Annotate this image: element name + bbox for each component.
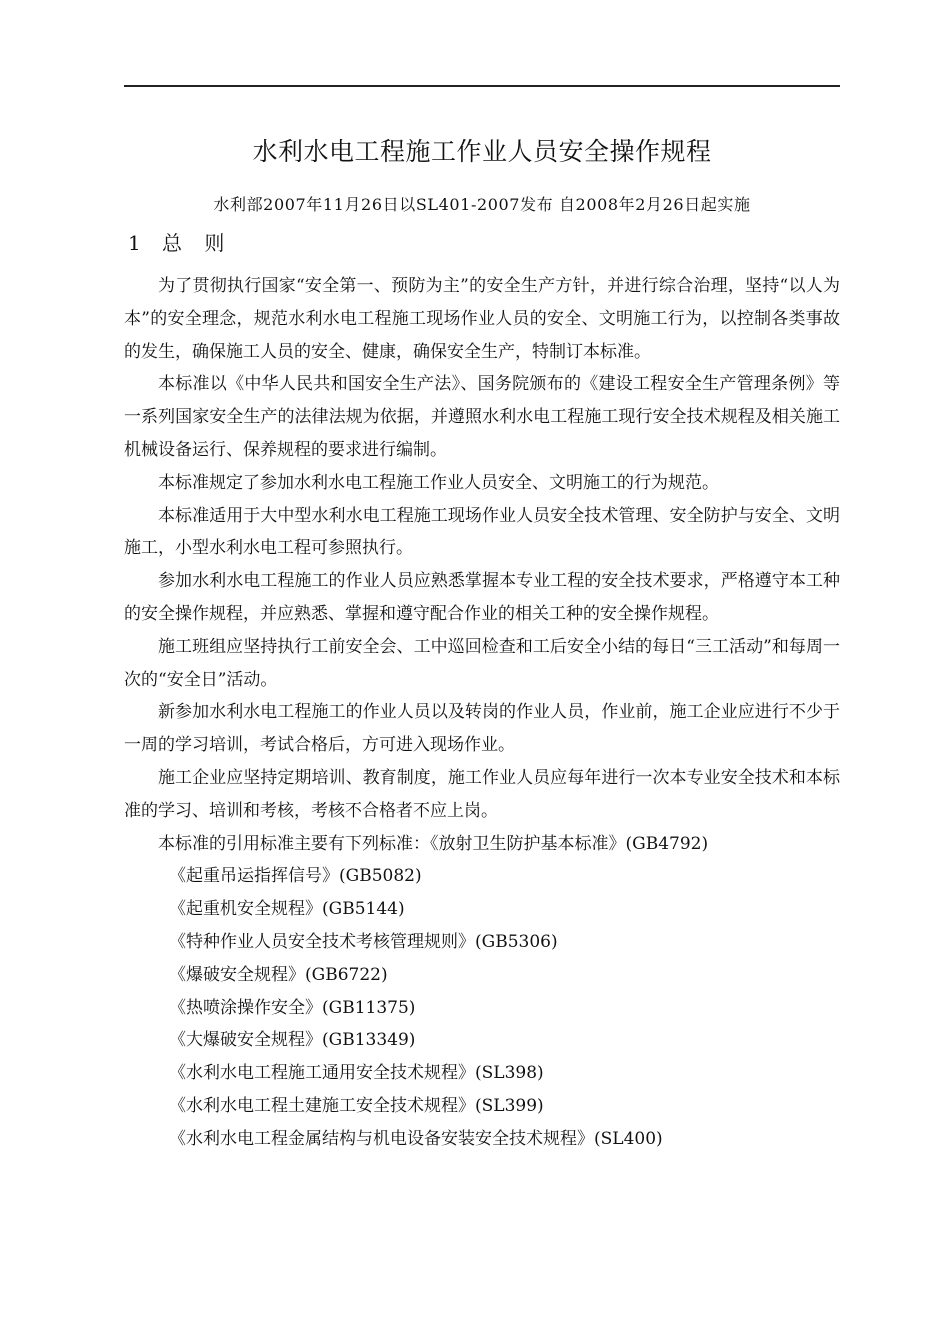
reference-item: 《水利水电工程土建施工安全技术规程》(SL399) (169, 1095, 544, 1116)
reference-item: 《水利水电工程施工通用安全技术规程》(SL398) (169, 1063, 544, 1084)
section-number: 1 (128, 231, 141, 255)
document-body (124, 270, 840, 1156)
reference-item: 《起重吊运指挥信号》(GB5082) (169, 866, 422, 887)
paragraph: 本标准规定了参加水利水电工程施工作业人员安全、文明施工的行为规范。 (158, 472, 719, 493)
reference-item: 《特种作业人员安全技术考核管理规则》(GB5306) (169, 931, 558, 952)
paragraph: 为了贯彻执行国家“安全第一、预防为主”的安全生产方针，并进行综合治理，坚持“以人为本”的安全理念，规范水利水电工程施工现场作业人员的安全、文明施工行为，以控制各类事故的发生，确保施工人员的安全、健康，确保安全生产，特制订本标准。 (124, 276, 840, 362)
paragraph: 本标准以《中华人民共和国安全生产法》、国务院颁布的《建设工程安全生产管理条例》等一系列国家安全生产的法律法规为依据，并遵照水利水电工程施工现行安全技术规程及相关施工机械设备运行、保养规程的要求进行编制。 (124, 374, 840, 460)
section-heading (128, 228, 232, 258)
reference-item: 《热喷涂操作安全》(GB11375) (169, 997, 416, 1018)
reference-item: 《水利水电工程金属结构与机电设备安装安全技术规程》(SL400) (169, 1128, 663, 1149)
paragraph: 施工班组应坚持执行工前安全会、工中巡回检查和工后安全小结的每日“三工活动”和每周一次的“安全日”活动。 (124, 636, 840, 690)
publication-info: 水利部2007年11月26日以SL401-2007发布 自2008年2月26日起实施 (213, 195, 751, 214)
reference-item: 《爆破安全规程》(GB6722) (169, 964, 388, 985)
reference-item: 《起重机安全规程》(GB5144) (169, 899, 405, 920)
paragraph: 新参加水利水电工程施工的作业人员以及转岗的作业人员，作业前，施工企业应进行不少于一周的学习培训，考试合格后，方可进入现场作业。 (124, 702, 840, 756)
document-title: 水利水电工程施工作业人员安全操作规程 (252, 137, 712, 166)
section-title: 总 则 (162, 231, 233, 255)
paragraph: 参加水利水电工程施工的作业人员应熟悉掌握本专业工程的安全技术要求，严格遵守本工种的安全操作规程，并应熟悉、掌握和遵守配合作业的相关工种的安全操作规程。 (124, 571, 840, 624)
reference-item: 《大爆破安全规程》(GB13349) (169, 1030, 416, 1051)
paragraph: 施工企业应坚持定期培训、教育制度，施工作业人员应每年进行一次本专业安全技术和本标准的学习、培训和考核，考核不合格者不应上岗。 (124, 767, 840, 821)
paragraph: 本标准的引用标准主要有下列标准：《放射卫生防护基本标准》(GB4792) (158, 833, 709, 854)
paragraph: 本标准适用于大中型水利水电工程施工现场作业人员安全技术管理、安全防护与安全、文明施工，小型水利水电工程可参照执行。 (124, 505, 840, 559)
header-rule (124, 85, 840, 87)
